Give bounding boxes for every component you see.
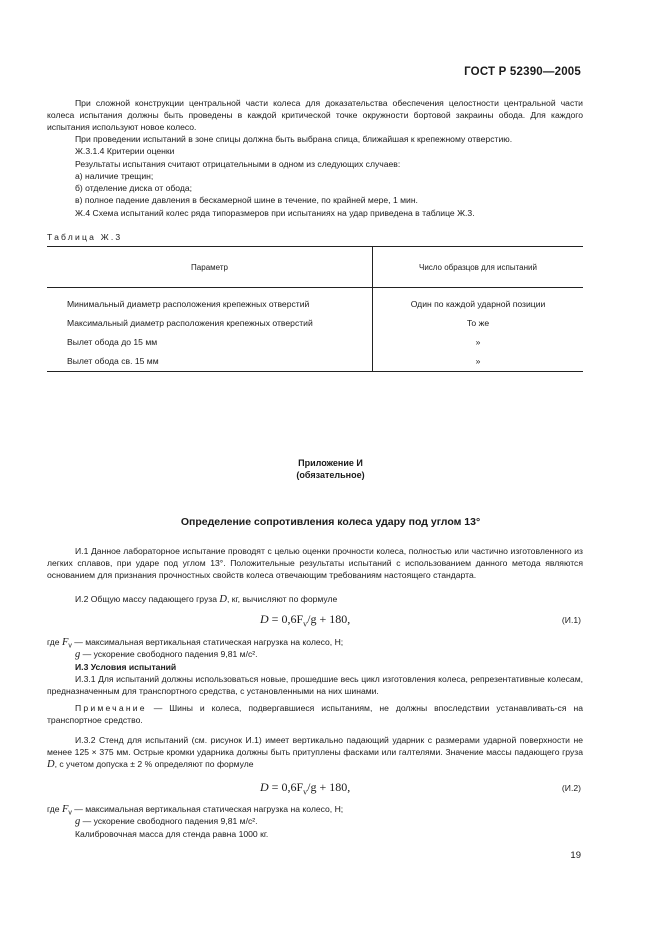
table-cell-parameter: Максимальный диаметр расположения крепежных отверстий — [67, 318, 313, 328]
clause-i1: И.1 Данное лабораторное испытание проводят с целью оценки прочности колеса, полностью или частично изготовленного из легких сплавов, при ударе под углом 13°. Положительные результаты испытаний с использованием данного метода являются основанием для признания прочностных свойств колеса отвечающим требованиям настоящего стандарта. — [47, 546, 583, 581]
table-row — [47, 288, 583, 314]
document-standard-number: ГОСТ Р 52390—2005 — [464, 66, 581, 78]
appendix-status: (обязательное) — [296, 470, 365, 480]
variable-f: F — [61, 637, 69, 648]
where-g-description: — ускорение свободного падения 9,81 м/с². — [82, 649, 258, 659]
where-fv-description: — максимальная вертикальная статическая нагрузка на колесо, Н; — [74, 804, 344, 814]
formula-tail: /g + 180, — [307, 780, 351, 794]
variable-f-subscript: v — [68, 809, 72, 817]
formula-lhs: D — [260, 612, 269, 626]
where-g-2 — [75, 815, 258, 828]
table-header-row — [47, 247, 583, 288]
appendix-title: Приложение И — [298, 458, 363, 468]
where-label: где — [47, 637, 60, 647]
variable-f: F — [61, 804, 69, 815]
where-fv-description: — максимальная вертикальная статическая нагрузка на колесо, Н; — [74, 637, 344, 647]
paragraph-negative-results: Результаты испытания считают отрицательными в одном из следующих случаев: — [75, 159, 401, 169]
formula-number-i2: (И.2) — [561, 783, 581, 793]
clause-i3-heading: И.3 Условия испытаний — [75, 662, 177, 672]
samples-table — [47, 246, 583, 372]
table-row — [47, 314, 583, 333]
clause-test-scheme: Ж.4 Схема испытаний колес ряда типоразмеров при испытаниях на удар приведена в таблице Ж.3. — [75, 208, 475, 218]
where-label: где — [47, 804, 60, 814]
list-item-cracks: а) наличие трещин; — [75, 171, 154, 181]
clause-i32 — [47, 734, 583, 772]
variable-f-subscript: v — [68, 642, 72, 650]
table-row — [47, 352, 583, 372]
note-label: Примечание — [75, 703, 147, 713]
formula-rhs: = 0,6F — [271, 780, 304, 794]
formula-subscript: v — [303, 787, 308, 797]
clause-i2 — [75, 593, 337, 606]
note-text: — Шины и колеса, подвергавшиеся испытаниям, не должны впоследствии устанавливать-ся на транспортное средство. — [47, 703, 583, 726]
paragraph-central-part: При сложной конструкции центральной части колеса для доказательства обеспечения целостности центральной части колеса испытания должны быть проведены в каждой критической точке окружности бортовой закраины обода. Для каждого испытания используют новое колесо. — [47, 98, 583, 133]
table-caption — [47, 232, 122, 242]
table-caption-number: Ж.3 — [100, 232, 123, 242]
table-cell-samples: » — [373, 333, 584, 352]
paragraph-spoke-zone: При проведении испытаний в зоне спицы должна быть выбрана спица, ближайшая к крепежному отверстию. — [75, 134, 513, 144]
clause-i31: И.3.1 Для испытаний должны использоваться новые, прошедшие весь цикл изготовления колеса, репрезентативные колесам, предназначенным для транспортного средства, с установленными на них шинами. — [47, 674, 583, 697]
table-cell-parameter: Вылет обода св. 15 мм — [47, 352, 373, 372]
variable-d: D — [219, 594, 227, 605]
clause-i32-text: И.3.2 Стенд для испытаний (см. рисунок И.1) имеет вертикально падающий ударник с размерами ударной поверхности не менее 125 × 375 мм. Острые кромки ударника должны быть притуплены фасками или галтелями. Значение массы падающего груза — [47, 735, 583, 758]
table-header-samples: Число образцов для испытаний — [373, 247, 584, 288]
formula-subscript: v — [303, 619, 308, 629]
where-g-description: — ускорение свободного падения 9,81 м/с². — [82, 816, 258, 826]
page-number: 19 — [570, 850, 581, 861]
table-cell-samples: » — [373, 352, 584, 372]
table-cell-samples: То же — [373, 314, 584, 333]
calibration-mass: Калибровочная масса для стенда равна 1000 кг. — [75, 829, 269, 839]
formula-i2 — [260, 780, 350, 796]
variable-d: D — [47, 759, 55, 771]
table-caption-label: Таблица — [47, 232, 97, 242]
where-g-1 — [75, 648, 258, 661]
table-cell-parameter: Вылет обода до 15 мм — [67, 337, 158, 347]
formula-number-i1: (И.1) — [561, 615, 581, 625]
formula-tail: /g + 180, — [307, 612, 351, 626]
table-row — [47, 333, 583, 352]
clause-i32-tail: , с учетом допуска ± 2 % определяют по формуле — [54, 759, 254, 770]
table-header-parameter: Параметр — [47, 247, 373, 288]
table-cell-samples: Один по каждой ударной позиции — [373, 288, 584, 314]
list-item-pressure-loss: в) полное падение давления в бескамерной шине в течение, по крайней мере, 1 мин. — [75, 195, 418, 205]
formula-rhs: = 0,6F — [271, 612, 304, 626]
table-cell-parameter: Минимальный диаметр расположения крепежных отверстий — [67, 298, 310, 309]
clause-i2-tail: , кг, вычисляют по формуле — [226, 594, 338, 604]
variable-g: g — [75, 649, 81, 660]
formula-i1 — [260, 612, 350, 628]
clause-evaluation-criteria: Ж.3.1.4 Критерии оценки — [75, 146, 175, 156]
formula-lhs: D — [260, 780, 269, 794]
variable-g: g — [75, 816, 81, 827]
list-item-disc-separation: б) отделение диска от обода; — [75, 183, 193, 193]
appendix-heading: Определение сопротивления колеса удару под углом 13° — [180, 516, 481, 528]
note — [47, 702, 583, 726]
clause-i2-text: И.2 Общую массу падающего груза — [75, 594, 217, 604]
